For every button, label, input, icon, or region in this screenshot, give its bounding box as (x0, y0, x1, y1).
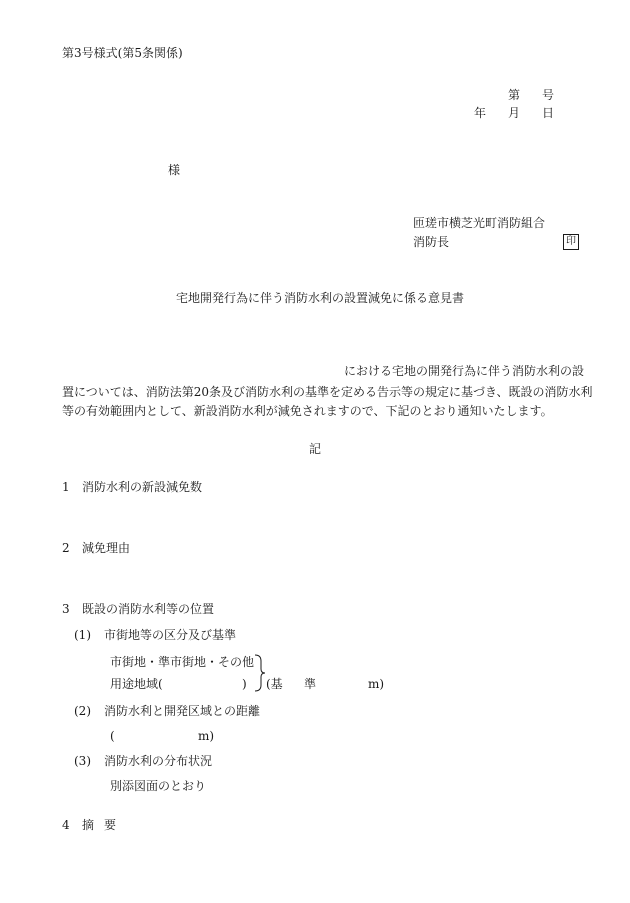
sub-1-number: (1) (74, 628, 91, 642)
section-1-label: 消防水利の新設減免数 (82, 480, 203, 494)
sub-2-label: 消防水利と開発区域との距離 (104, 704, 261, 718)
section-1-number: 1 (62, 480, 70, 494)
section-3-label: 既設の消防水利等の位置 (82, 602, 215, 616)
sub-3-label: 消防水利の分布状況 (104, 754, 213, 768)
body-line-2: 置については、消防法第20条及び消防水利の基準を定める告示等の規定に基づき、既設の消防水利 (62, 385, 593, 399)
sub-1-label: 市街地等の区分及び基準 (104, 628, 237, 642)
distance-unit: m) (198, 729, 215, 743)
form-label: 第3号様式(第5条関係) (62, 46, 183, 60)
section-2-number: 2 (62, 541, 70, 555)
addressee-sama: 様 (168, 163, 181, 177)
kijun-open: (基 (266, 677, 283, 691)
kijun-jun: 準 (304, 677, 317, 691)
section-4-label-2: 要 (104, 818, 117, 832)
distance-open: ( (110, 729, 115, 743)
issuer-org: 匝瑳市横芝光町消防組合 (413, 216, 546, 230)
ki-heading: 記 (309, 442, 322, 456)
body-line-1: における宅地の開発行為に伴う消防水利の設 (344, 364, 585, 378)
sub-2-number: (2) (74, 704, 91, 718)
date-day: 日 (542, 106, 555, 120)
section-3-number: 3 (62, 602, 70, 616)
date-month: 月 (508, 106, 521, 120)
section-2-label: 減免理由 (82, 541, 131, 555)
use-zone-prefix: 用途地域( (110, 677, 163, 691)
document-title: 宅地開発行為に伴う消防水利の設置減免に係る意見書 (176, 291, 465, 305)
issuer-title: 消防長 (413, 235, 450, 249)
brace-icon (252, 654, 266, 692)
date-year: 年 (474, 106, 487, 120)
doc-number-dai: 第 (508, 88, 521, 102)
sub-3-number: (3) (74, 754, 91, 768)
seal-mark: 印 (563, 234, 579, 250)
use-zone-suffix: ) (242, 677, 247, 691)
kijun-unit: m) (368, 677, 385, 691)
section-4-label-1: 摘 (82, 818, 95, 832)
district-options: 市街地・準市街地・その他 (110, 655, 255, 669)
doc-number-go: 号 (542, 88, 555, 102)
attachment-note: 別添図面のとおり (110, 779, 207, 793)
body-line-3: 等の有効範囲内として、新設消防水利が減免されますので、下記のとおり通知いたします。 (62, 404, 553, 418)
section-4-number: 4 (62, 818, 70, 832)
